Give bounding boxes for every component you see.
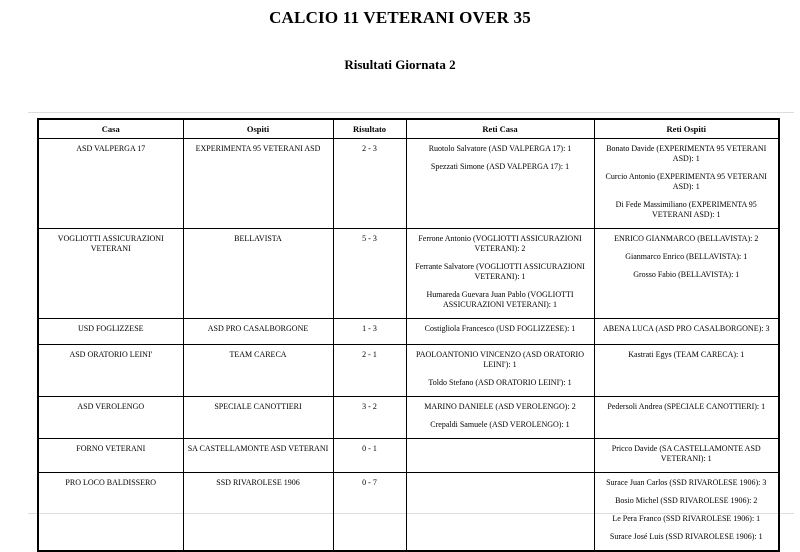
goal-entry: Di Fede Massimiliano (EXPERIMENTA 95 VETERANI ASD): 1: [615, 200, 757, 219]
cell-reti-casa: [406, 139, 594, 229]
goal-entry: Ferrone Antonio (VOGLIOTTI ASSICURAZIONI VETERANI): 2: [418, 234, 582, 253]
cell-ospiti: ASD PRO CASALBORGONE: [183, 319, 333, 345]
cell-ospiti: SPECIALE CANOTTIERI: [183, 397, 333, 439]
cell-reti-casa: [406, 345, 594, 397]
cell-reti-ospiti: [594, 319, 779, 345]
goal-entry: Surace José Luis (SSD RIVAROLESE 1906): 1: [609, 532, 763, 541]
column-header-reti-casa: Reti Casa: [406, 119, 594, 139]
cell-casa: ASD VEROLENGO: [38, 397, 183, 439]
cell-risultato: 3 - 2: [333, 397, 406, 439]
cell-reti-casa: [406, 473, 594, 552]
goal-entry: Bonato Davide (EXPERIMENTA 95 VETERANI ASD): 1: [606, 144, 767, 163]
goal-entry: PAOLOANTONIO VINCENZO (ASD ORATORIO LEINI'): 1: [416, 350, 584, 369]
goal-entry: Ruotolo Salvatore (ASD VALPERGA 17): 1: [428, 144, 572, 153]
cell-casa: VOGLIOTTI ASSICURAZIONI VETERANI: [38, 229, 183, 319]
goal-entry: Le Pera Franco (SSD RIVAROLESE 1906): 1: [612, 514, 761, 523]
goal-entry: MARINO DANIELE (ASD VEROLENGO): 2: [424, 402, 576, 411]
cell-risultato: 2 - 3: [333, 139, 406, 229]
cell-casa: FORNO VETERANI: [38, 439, 183, 473]
results-table: [37, 118, 780, 552]
goal-entry: Pedersoli Andrea (SPECIALE CANOTTIERI): 1: [607, 402, 766, 411]
table-row: [38, 139, 779, 229]
cell-casa: USD FOGLIZZESE: [38, 319, 183, 345]
cell-reti-ospiti: [594, 439, 779, 473]
cell-risultato: 5 - 3: [333, 229, 406, 319]
cell-reti-casa: [406, 319, 594, 345]
cell-casa: ASD VALPERGA 17: [38, 139, 183, 229]
table-row: [38, 229, 779, 319]
cell-reti-ospiti: [594, 345, 779, 397]
cell-ospiti: SSD RIVAROLESE 1906: [183, 473, 333, 552]
goal-entry: Spezzati Simone (ASD VALPERGA 17): 1: [430, 162, 570, 171]
cell-casa: ASD ORATORIO LEINI': [38, 345, 183, 397]
cell-ospiti: TEAM CARECA: [183, 345, 333, 397]
cell-ospiti: BELLAVISTA: [183, 229, 333, 319]
column-header-ospiti: Ospiti: [183, 119, 333, 139]
column-header-risultato: Risultato: [333, 119, 406, 139]
scan-artifact-line-top: [28, 112, 794, 113]
column-header-reti-ospiti: Reti Ospiti: [594, 119, 779, 139]
goal-entry: Gianmarco Enrico (BELLAVISTA): 1: [625, 252, 748, 261]
goal-entry: Surace Juan Carlos (SSD RIVAROLESE 1906): 3: [606, 478, 767, 487]
goal-entry: Costigliola Francesco (USD FOGLIZZESE): 1: [424, 324, 576, 333]
cell-casa: PRO LOCO BALDISSERO: [38, 473, 183, 552]
cell-reti-ospiti: [594, 473, 779, 552]
cell-risultato: 0 - 1: [333, 439, 406, 473]
cell-reti-ospiti: [594, 397, 779, 439]
goal-entry: Pricco Davide (SA CASTELLAMONTE ASD VETERANI): 1: [611, 444, 761, 463]
goal-entry: Humareda Guevara Juan Pablo (VOGLIOTTI ASSICURAZIONI VETERANI): 1: [426, 290, 574, 309]
table-row: [38, 319, 779, 345]
cell-risultato: 0 - 7: [333, 473, 406, 552]
goal-entry: Bosio Michel (SSD RIVAROLESE 1906): 2: [615, 496, 758, 505]
cell-risultato: 1 - 3: [333, 319, 406, 345]
column-header-casa: Casa: [38, 119, 183, 139]
goal-entry: Ferrante Salvatore (VOGLIOTTI ASSICURAZIONI VETERANI): 1: [415, 262, 585, 281]
cell-reti-ospiti: [594, 229, 779, 319]
cell-risultato: 2 - 1: [333, 345, 406, 397]
page-title: CALCIO 11 VETERANI OVER 35: [269, 8, 531, 27]
results-table-body: [38, 139, 779, 552]
table-row: [38, 345, 779, 397]
goal-entry: Kastrati Egys (TEAM CARECA): 1: [628, 350, 745, 359]
table-row: [38, 397, 779, 439]
table-row: [38, 439, 779, 473]
header-row: [38, 119, 779, 139]
goal-entry: Grosso Fabio (BELLAVISTA): 1: [633, 270, 740, 279]
goal-entry: ABENA LUCA (ASD PRO CASALBORGONE): 3: [603, 324, 770, 333]
goal-entry: Crepaldi Samuele (ASD VEROLENGO): 1: [430, 420, 570, 429]
goal-entry: Toldo Stefano (ASD ORATORIO LEINI'): 1: [428, 378, 572, 387]
cell-reti-casa: [406, 439, 594, 473]
cell-reti-casa: [406, 397, 594, 439]
goal-entry: Curcio Antonio (EXPERIMENTA 95 VETERANI ASD): 1: [605, 172, 767, 191]
cell-reti-ospiti: [594, 139, 779, 229]
table-row: [38, 473, 779, 552]
cell-ospiti: SA CASTELLAMONTE ASD VETERANI: [183, 439, 333, 473]
cell-reti-casa: [406, 229, 594, 319]
page-subtitle: Risultati Giornata 2: [344, 57, 456, 72]
goal-entry: ENRICO GIANMARCO (BELLAVISTA): 2: [614, 234, 759, 243]
cell-ospiti: EXPERIMENTA 95 VETERANI ASD: [183, 139, 333, 229]
